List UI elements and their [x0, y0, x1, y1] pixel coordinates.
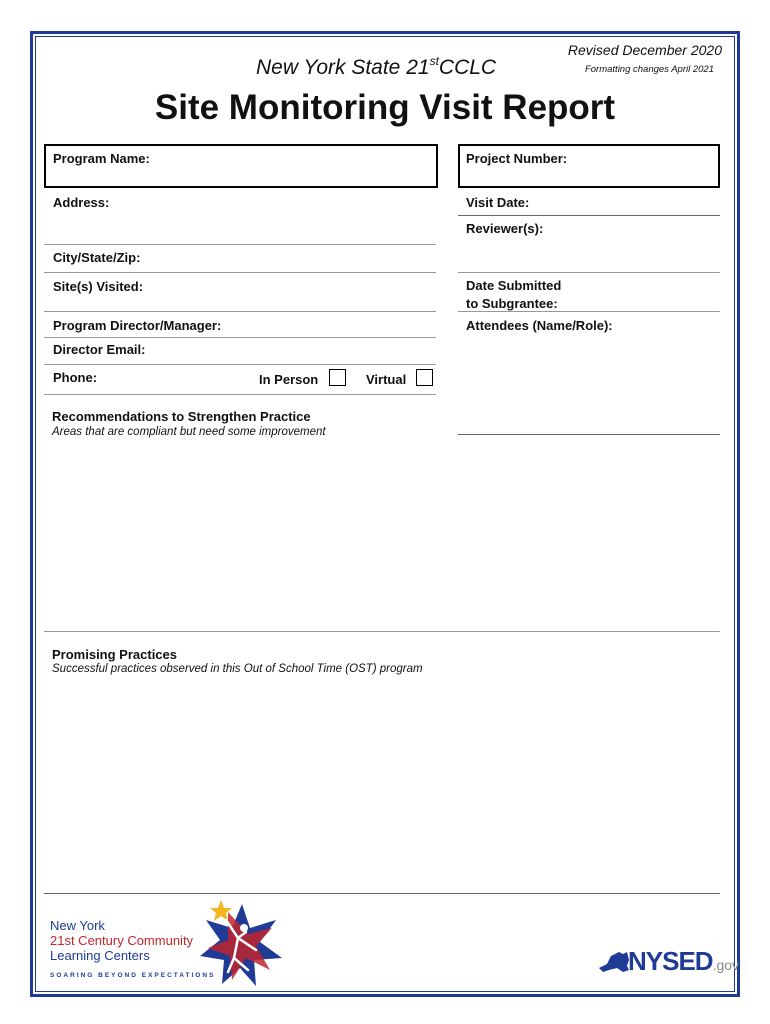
recommendations-divider — [44, 631, 720, 632]
sites-visited-line[interactable] — [44, 311, 436, 312]
address-label: Address: — [53, 195, 110, 210]
visit-date-line[interactable] — [458, 215, 720, 216]
new-york-state-map-icon — [597, 950, 631, 974]
recommendations-title: Recommendations to Strengthen Practice — [52, 409, 311, 424]
attendees-label: Attendees (Name/Role): — [466, 318, 613, 333]
program-name-label: Program Name: — [53, 151, 150, 166]
in-person-checkbox[interactable] — [329, 369, 346, 386]
formatting-note: Formatting changes April 2021 — [584, 64, 714, 75]
date-submitted-line[interactable] — [458, 311, 720, 312]
promising-practices-subtitle: Successful practices observed in this Out of School Time (OST) program — [52, 663, 423, 675]
nysed-logo: NYSED.gov — [628, 946, 740, 976]
city-state-zip-label: City/State/Zip: — [53, 250, 141, 265]
logo-line-cclc: 21st Century Community — [50, 933, 194, 948]
virtual-label: Virtual — [366, 372, 407, 387]
logo-line-new-york: New York — [50, 918, 105, 933]
project-number-label: Project Number: — [466, 151, 568, 166]
sites-visited-label: Site(s) Visited: — [53, 279, 144, 294]
cclc-star-logo-icon — [198, 898, 284, 988]
reviewers-line[interactable] — [458, 272, 720, 273]
city-state-zip-line[interactable] — [44, 272, 436, 273]
address-line[interactable] — [44, 244, 436, 245]
reviewers-label: Reviewer(s): — [466, 221, 544, 236]
phone-label: Phone: — [53, 370, 98, 385]
logo-tagline: SOARING BEYOND EXPECTATIONS — [50, 972, 216, 979]
visit-date-label: Visit Date: — [466, 195, 530, 210]
date-submitted-label-2: to Subgrantee: — [466, 296, 558, 311]
logo-line-learning-centers: Learning Centers — [50, 948, 150, 963]
in-person-label: In Person — [259, 372, 319, 387]
recommendations-subtitle: Areas that are compliant but need some improvement — [52, 426, 326, 438]
date-submitted-label-1: Date Submitted — [466, 278, 562, 293]
director-email-line[interactable] — [44, 364, 436, 365]
director-email-label: Director Email: — [53, 342, 146, 357]
virtual-checkbox[interactable] — [416, 369, 433, 386]
phone-line[interactable] — [44, 394, 436, 395]
revision-note: Revised December 2020 — [567, 42, 722, 58]
program-director-label: Program Director/Manager: — [53, 318, 222, 333]
state-program-title: New York State 21stCCLC — [256, 54, 497, 79]
footer-divider — [44, 893, 720, 894]
program-director-line[interactable] — [44, 337, 436, 338]
attendees-line[interactable] — [458, 434, 720, 435]
promising-practices-title: Promising Practices — [52, 647, 177, 662]
page-title: Site Monitoring Visit Report — [154, 88, 616, 127]
